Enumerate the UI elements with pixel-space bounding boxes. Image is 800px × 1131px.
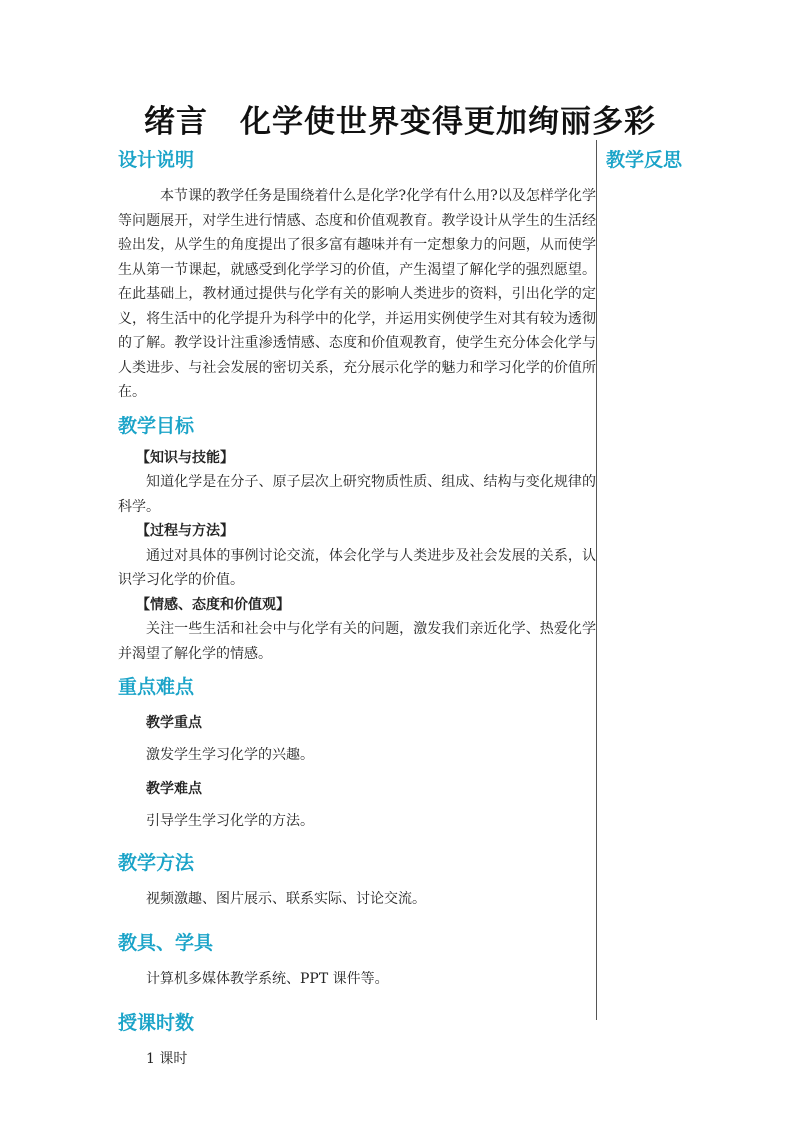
reflection-column bbox=[606, 148, 756, 172]
focus-text: 激发学生学习化学的兴趣。 bbox=[146, 747, 314, 763]
difficulty-label: 教学难点 bbox=[146, 781, 202, 797]
methods-section bbox=[118, 851, 596, 909]
methods-heading: 教学方法 bbox=[118, 852, 195, 874]
emotion-text: 关注一些生活和社会中与化学有关的问题，激发我们亲近化学、热爱化学并渴望了解化学的情感。 bbox=[118, 621, 596, 662]
column-divider bbox=[596, 140, 597, 1020]
goals-heading: 教学目标 bbox=[118, 414, 195, 437]
hours-section bbox=[118, 1011, 596, 1069]
difficulty-text: 引导学生学习化学的方法。 bbox=[146, 813, 314, 829]
goals-section bbox=[118, 414, 596, 667]
tools-section bbox=[118, 931, 596, 989]
emotion-label: 【情感、态度和价值观】 bbox=[136, 596, 290, 613]
tools-text: 计算机多媒体教学系统、PPT 课件等。 bbox=[146, 971, 389, 987]
design-heading: 设计说明 bbox=[118, 149, 195, 171]
methods-text: 视频激趣、图片展示、联系实际、讨论交流。 bbox=[146, 891, 426, 907]
hours-text: 1 课时 bbox=[146, 1051, 188, 1067]
reflection-heading: 教学反思 bbox=[606, 149, 683, 171]
focus-label: 教学重点 bbox=[146, 715, 202, 731]
keypoints-heading: 重点难点 bbox=[118, 676, 195, 698]
design-body: 本节课的教学任务是围绕着什么是化学?化学有什么用?以及怎样学化学等问题展开，对学生进行情感、态度和价值观教育。教学设计从学生的生活经验出发，从学生的角度提出了很多富有趣味并有一定想象力的问题，从而使学生从第一节课起，就感受到化学学习的价值，产生渴望了解化学的强烈愿望。在此基础上，教材通过提供与化学有关的影响人类进步的资料，引出化学的定义，将生活中的化学提升为科学中的化学，并运用实例使学生对其有较为透彻的了解。教学设计注重渗透情感、态度和价值观教育，使学生充分体会化学与人类进步、与社会发展的密切关系，充分展示化学的魅力和学习化学的价值所在。 bbox=[118, 188, 596, 400]
keypoints-section bbox=[118, 675, 596, 831]
page-title: 绪言 化学使世界变得更加绚丽多彩 bbox=[144, 104, 656, 140]
process-text: 通过对具体的事例讨论交流，体会化学与人类进步及社会发展的关系，认识学习化学的价值。 bbox=[118, 547, 596, 588]
tools-heading: 教具、学具 bbox=[118, 932, 214, 954]
design-section bbox=[118, 148, 596, 405]
knowledge-label: 【知识与技能】 bbox=[136, 449, 234, 466]
hours-heading: 授课时数 bbox=[118, 1012, 195, 1034]
process-label: 【过程与方法】 bbox=[136, 523, 234, 539]
main-column bbox=[118, 148, 596, 1069]
knowledge-text: 知道化学是在分子、原子层次上研究物质性质、组成、结构与变化规律的科学。 bbox=[118, 474, 596, 515]
